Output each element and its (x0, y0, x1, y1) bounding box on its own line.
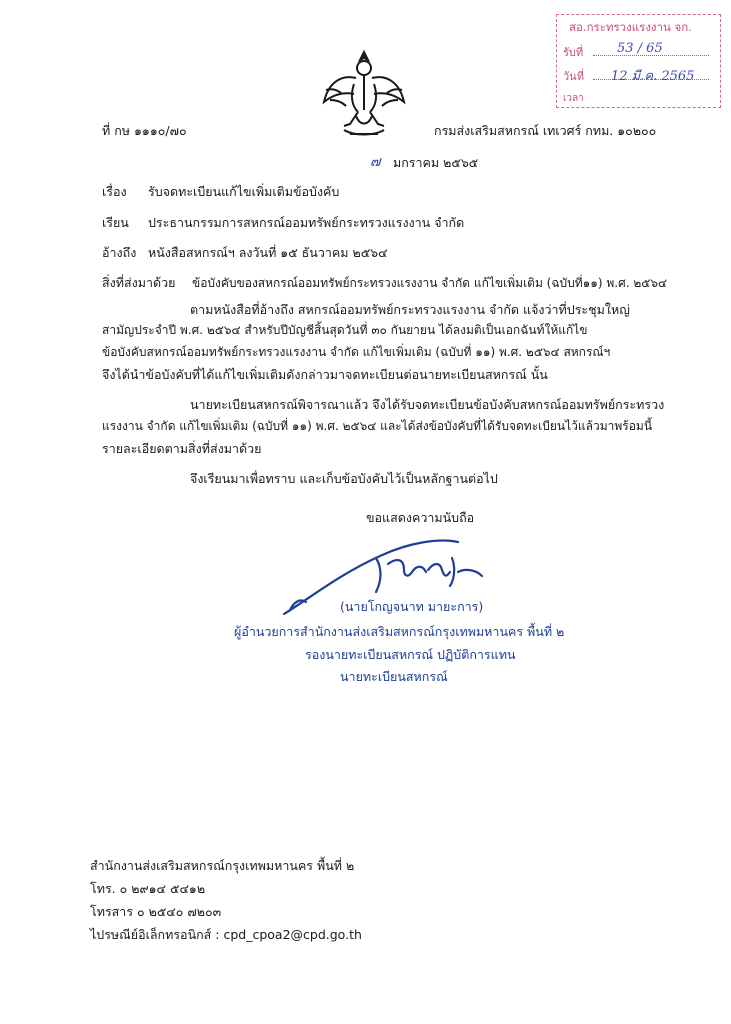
footer-fax: โทรสาร ๐ ๒๕๔๐ ๗๒๐๓ (90, 904, 222, 919)
paragraph-1-line-1: ตามหนังสือที่อ้างถึง สหกรณ์ออมทรัพย์กระทรวงแรงงาน จำกัด แจ้งว่าที่ประชุมใหญ่ (190, 302, 630, 317)
stamp-office: สอ.กระทรวงแรงงาน จก. (569, 20, 692, 34)
date-day: ๗ (370, 154, 381, 170)
stamp-date-label: วันที่ (563, 70, 584, 83)
paragraph-1-line-2: สามัญประจำปี พ.ศ. ๒๕๖๔ สำหรับปีบัญชีสิ้นสุดวันที่ ๓๐ กันยายน ได้ลงมติเป็นเอกฉันท์ให้แก้ไข (102, 323, 588, 337)
paragraph-2-line-1: นายทะเบียนสหกรณ์พิจารณาแล้ว จึงได้รับจดทะเบียนข้อบังคับสหกรณ์ออมทรัพย์กระทรวง (190, 397, 665, 412)
reference-text: หนังสือสหกรณ์ฯ ลงวันที่ ๑๕ ธันวาคม ๒๕๖๔ (148, 245, 388, 260)
footer-email: ไปรษณีย์อิเล็กทรอนิกส์ : cpd_cpoa2@cpd.go.th (90, 927, 362, 942)
stamp-date-value: 12 มี.ค. 2565 (611, 69, 695, 84)
paragraph-2-line-3: รายละเอียดตามสิ่งที่ส่งมาด้วย (102, 441, 262, 456)
paragraph-1-line-3: ข้อบังคับสหกรณ์ออมทรัพย์กระทรวงแรงงาน จำกัด แก้ไขเพิ่มเติม (ฉบับที่ ๑๑) พ.ศ. ๒๕๖๔ สหกรณ์ฯ (102, 345, 611, 359)
closing: ขอแสดงความนับถือ (366, 510, 475, 525)
stamp-received-value: 53 / 65 (617, 41, 663, 56)
signer-title-3: นายทะเบียนสหกรณ์ (340, 669, 448, 684)
doc-number: ที่ กษ ๑๑๑๐/๗๐ (102, 123, 187, 138)
receiving-stamp (556, 14, 721, 108)
subject-label: เรื่อง (102, 184, 127, 199)
to-text: ประธานกรรมการสหกรณ์ออมทรัพย์กระทรวงแรงงาน จำกัด (148, 215, 465, 230)
enclosure-text: ข้อบังคับของสหกรณ์ออมทรัพย์กระทรวงแรงงาน จำกัด แก้ไขเพิ่มเติม (ฉบับที่๑๑) พ.ศ. ๒๕๖๔ (192, 276, 668, 290)
stamp-received-label: รับที่ (563, 46, 584, 59)
paragraph-3: จึงเรียนมาเพื่อทราบ และเก็บข้อบังคับไว้เป็นหลักฐานต่อไป (190, 471, 498, 486)
enclosure-label: สิ่งที่ส่งมาด้วย (102, 275, 176, 290)
subject-text: รับจดทะเบียนแก้ไขเพิ่มเติมข้อบังคับ (148, 184, 340, 199)
reference-label: อ้างถึง (102, 245, 137, 260)
stamp-time-label: เวลา (563, 93, 584, 104)
to-label: เรียน (102, 215, 129, 230)
paragraph-1-line-4: จึงได้นำข้อบังคับที่ได้แก้ไขเพิ่มเติมดังกล่าวมาจดทะเบียนต่อนายทะเบียนสหกรณ์ นั้น (102, 367, 548, 382)
signer-title-2: รองนายทะเบียนสหกรณ์ ปฏิบัติการแทน (305, 647, 516, 662)
footer-phone: โทร. ๐ ๒๙๑๔ ๕๔๑๒ (90, 881, 206, 896)
garuda-emblem-icon (320, 44, 408, 140)
signer-name: (นายโกญจนาท มายะการ) (340, 599, 484, 614)
date-month-year: มกราคม ๒๕๖๕ (393, 155, 479, 170)
sender-address: กรมส่งเสริมสหกรณ์ เทเวศร์ กทม. ๑๐๒๐๐ (434, 123, 657, 138)
paragraph-2-line-2: แรงงาน จำกัด แก้ไขเพิ่มเติม (ฉบับที่ ๑๑) พ.ศ. ๒๕๖๔ และได้ส่งข้อบังคับที่ได้รับจดทะเบียนไว้แล้วมาพร้อมนี้ (102, 419, 653, 433)
footer-office: สำนักงานส่งเสริมสหกรณ์กรุงเทพมหานคร พื้นที่ ๒ (90, 858, 355, 873)
signer-title-1: ผู้อำนวยการสำนักงานส่งเสริมสหกรณ์กรุงเทพมหานคร พื้นที่ ๒ (234, 624, 565, 639)
